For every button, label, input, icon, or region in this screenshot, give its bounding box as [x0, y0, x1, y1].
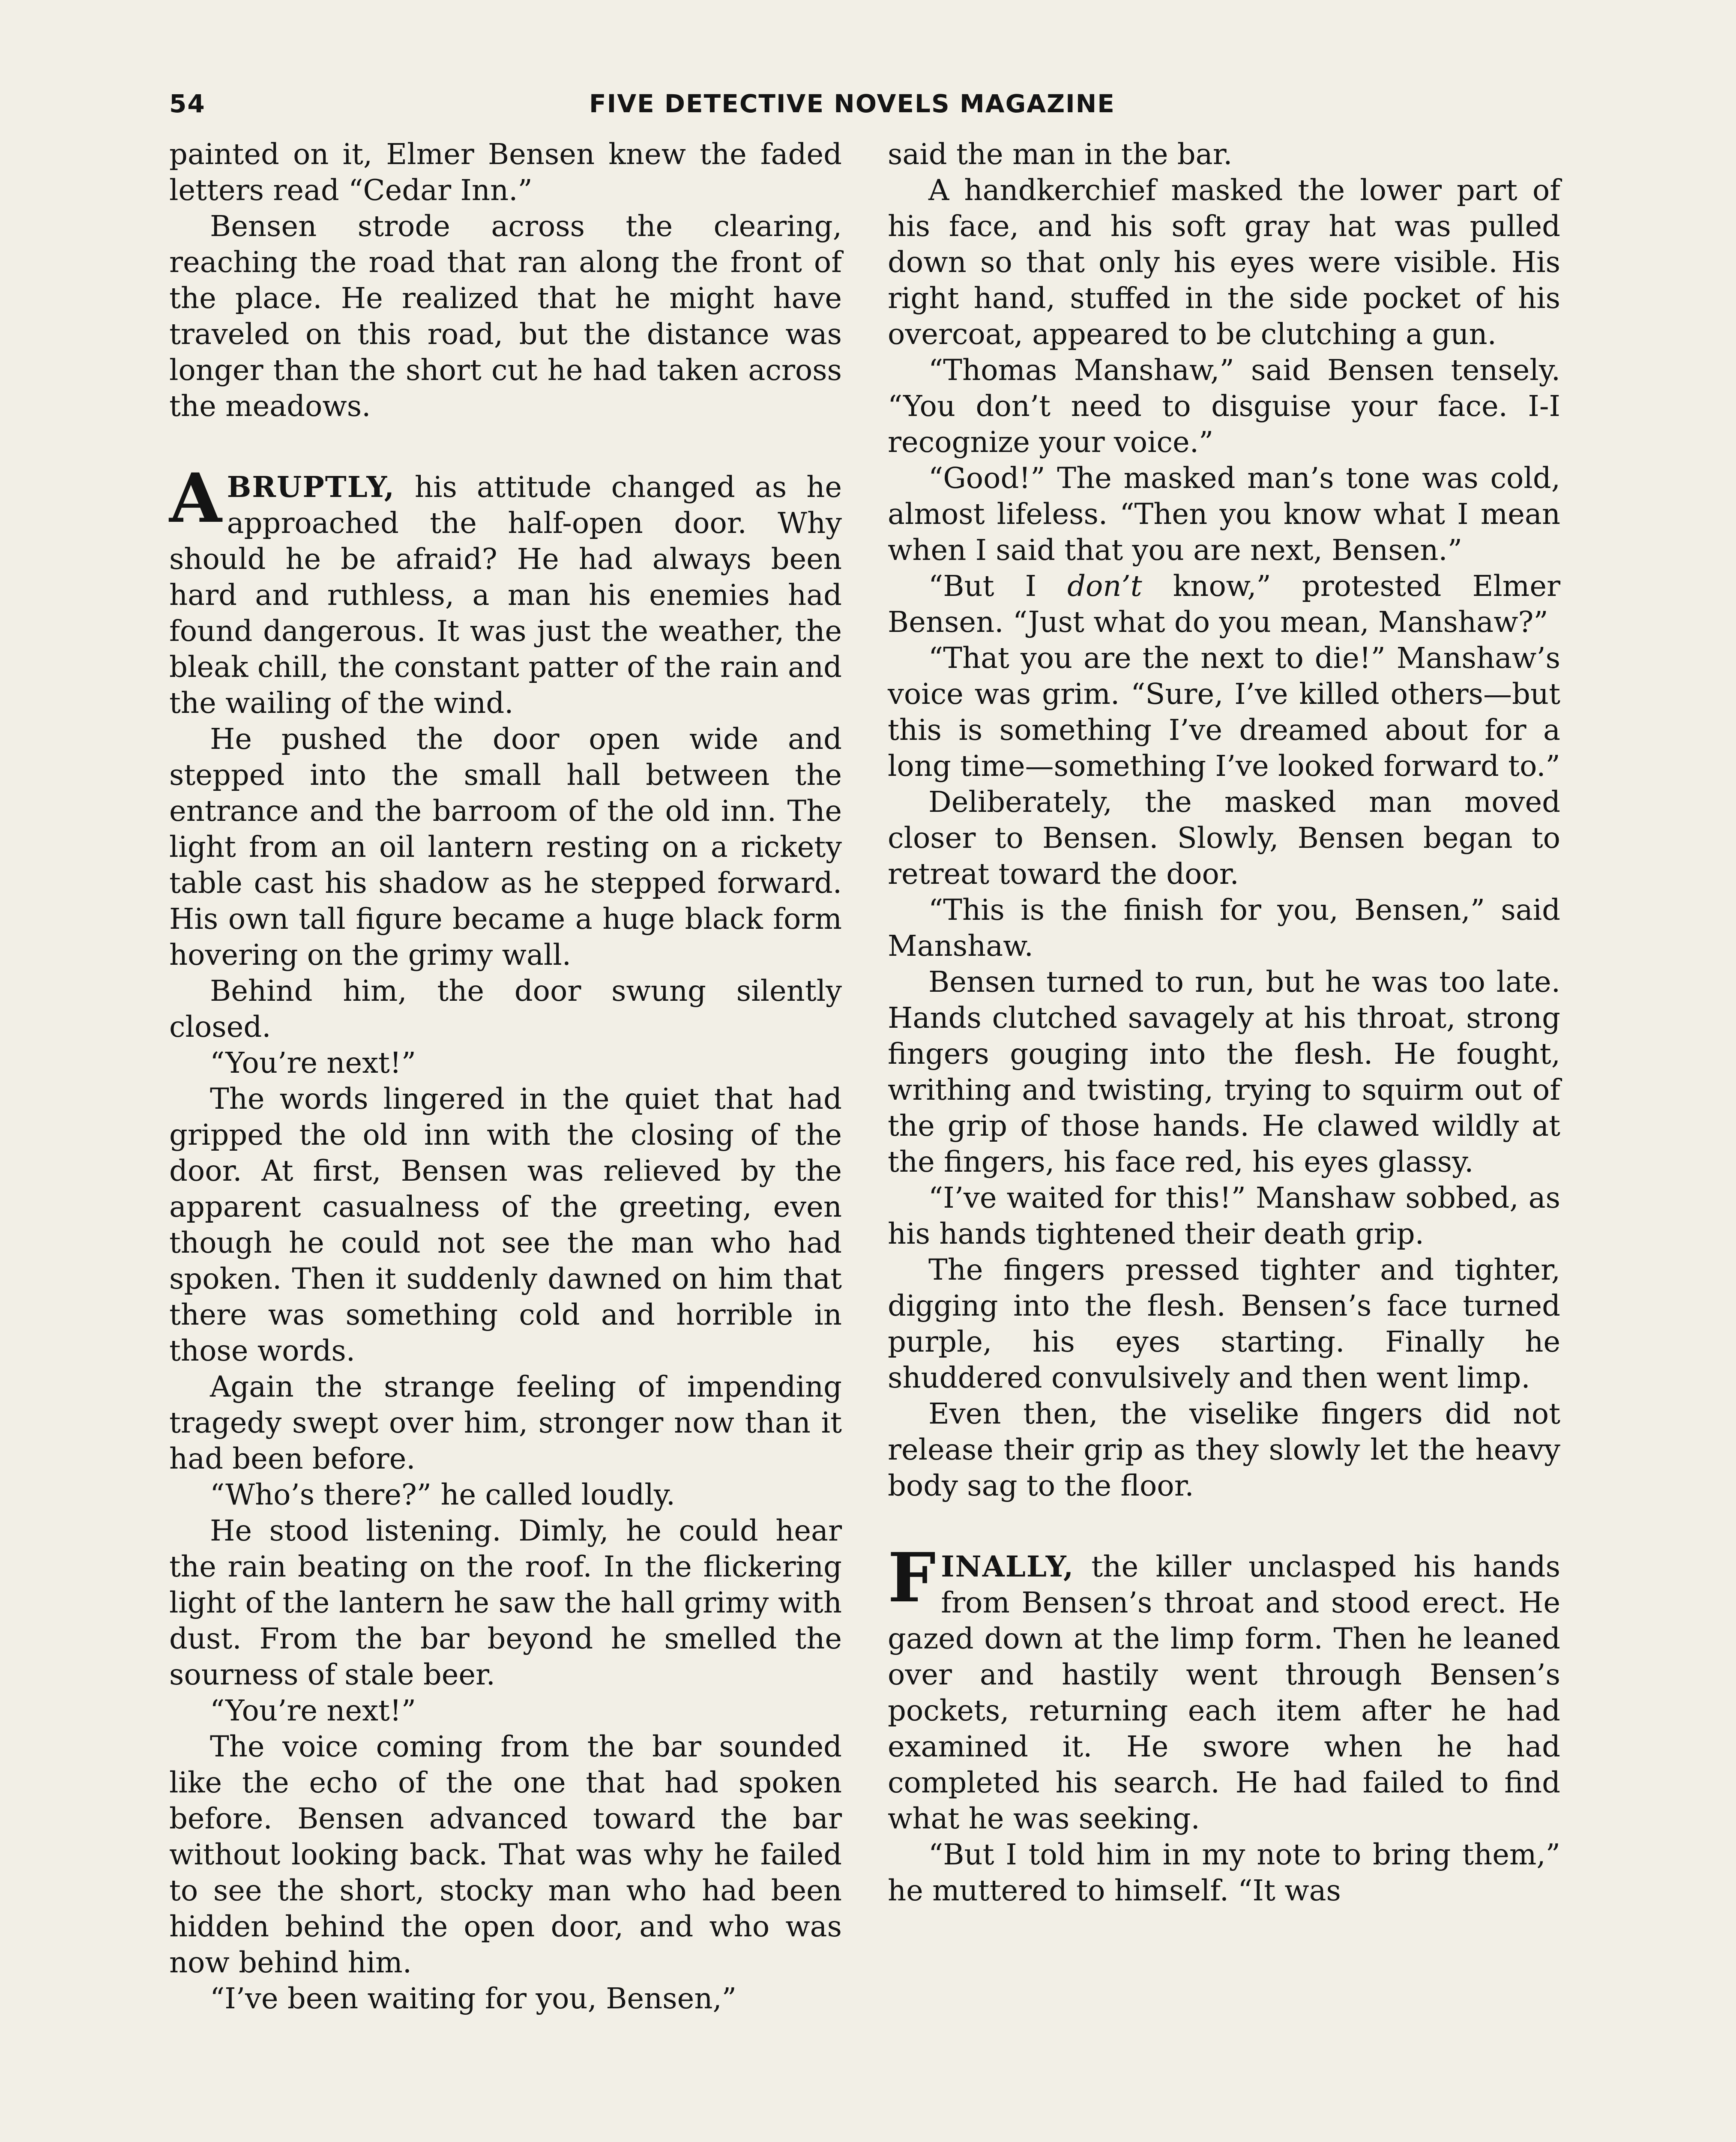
emphasis: don’t: [1067, 569, 1142, 603]
page-number: 54: [169, 89, 206, 118]
paragraph: “Thomas Manshaw,” said Bensen tensely. “You don’t need to disguise your face. I-I recognize your voice.”: [888, 353, 1560, 459]
paragraph-text: “But I: [928, 569, 1068, 603]
paragraph: “You’re next!”: [210, 1046, 416, 1080]
paragraph: [888, 568, 1560, 640]
paragraph: Behind him, the door swung silently closed.: [169, 974, 842, 1044]
drop-cap: F: [888, 1538, 936, 1618]
paragraph: He stood listening. Dimly, he could hear the rain beating on the roof. In the flickering light of the lantern he saw the hall grimy with dust. From the bar beyond he smelled the sourness of stale beer.: [169, 1514, 842, 1691]
paragraph: “I’ve waited for this!” Manshaw sobbed, as his hands tightened their death grip.: [888, 1181, 1560, 1250]
paragraph: Even then, the viselike fingers did not release their grip as they slowly let the heavy body sag to the floor.: [888, 1397, 1560, 1502]
paragraph: “You’re next!”: [210, 1694, 416, 1727]
running-title: FIVE DETECTIVE NOVELS MAGAZINE: [589, 89, 1115, 118]
paragraph: painted on it, Elmer Bensen knew the faded letters read “Cedar Inn.”: [169, 138, 842, 207]
paragraph: Deliberately, the masked man moved closer to Bensen. Slowly, Bensen began to retreat toward the door.: [888, 785, 1560, 891]
right-column: [888, 136, 1560, 1909]
paragraph: “But I told him in my note to bring them,” he muttered to himself. “It was: [888, 1838, 1560, 1907]
paragraph: The words lingered in the quiet that had gripped the old inn with the closing of the door. At first, Bensen was relieved by the apparent casualness of the greeting, even though he could not see the man who had spoken. Then it suddenly dawned on him that there was something cold and horrible in those words.: [169, 1082, 842, 1367]
drop-cap: A: [169, 459, 222, 538]
paragraph: “That you are the next to die!” Manshaw’s voice was grim. “Sure, I’ve killed others—but this is something I’ve dreamed about for a long time—something I’ve looked forward to.”: [888, 641, 1560, 783]
paragraph-dropcap: [169, 459, 842, 721]
page-header: [169, 89, 1566, 128]
lead-word: INALLY,: [941, 1550, 1075, 1583]
paragraph-dropcap: [888, 1538, 1560, 1837]
paragraph: Bensen strode across the clearing, reaching the road that ran along the front of the place. He realized that he might have traveled on this road, but the distance was longer than the short cut he had taken across the meadows.: [169, 209, 842, 423]
paragraph: said the man in the bar.: [888, 138, 1233, 171]
paragraph-text: know,” protested Elmer Bensen. “Just what do you mean, Manshaw?”: [888, 569, 1561, 639]
paragraph: He pushed the door open wide and stepped into the small hall between the entrance and the barroom of the old inn. The light from an oil lantern resting on a rickety table cast his shadow as he stepped forward. His own tall figure became a huge black form hovering on the grimy wall.: [169, 722, 842, 972]
paragraph: “I’ve been waiting for you, Bensen,”: [210, 1982, 737, 2015]
paragraph: The fingers pressed tighter and tighter, digging into the flesh. Bensen’s face turned purple, his eyes starting. Finally he shuddered convulsively and then went limp.: [888, 1253, 1560, 1394]
paragraph: “Good!” The masked man’s tone was cold, almost lifeless. “Then you know what I mean when I said that you are next, Bensen.”: [888, 461, 1560, 567]
paragraph: A handkerchief masked the lower part of his face, and his soft gray hat was pulled down so that only his eyes were visible. His right hand, stuffed in the side pocket of his overcoat, appeared to be clutching a gun.: [888, 174, 1560, 351]
paragraph-text: his attitude changed as he approached the half-open door. Why should he be afraid? He had always been hard and ruthless, a man his enemies had found dangerous. It was just the weather, the bleak chill, the constant patter of the rain and the wailing of the wind.: [169, 470, 842, 720]
paragraph-text: the killer unclasped his hands from Bensen’s throat and stood erect. He gazed down at the limp form. Then he leaned over and hastily went through Bensen’s pockets, returning each item after he had examined it. He swore when he had completed his search. He had failed to find what he was seeking.: [888, 1550, 1560, 1835]
paragraph: “This is the finish for you, Bensen,” said Manshaw.: [888, 893, 1560, 963]
left-column: [169, 136, 842, 2016]
lead-word: BRUPTLY,: [227, 470, 395, 504]
paragraph: Bensen turned to run, but he was too late. Hands clutched savagely at his throat, strong fingers gouging into the flesh. He fought, writhing and twisting, trying to squirm out of the grip of those hands. He clawed wildly at the fingers, his face red, his eyes glassy.: [888, 965, 1560, 1179]
paragraph: Again the strange feeling of impending tragedy swept over him, stronger now than it had been before.: [169, 1370, 842, 1475]
paragraph: The voice coming from the bar sounded like the echo of the one that had spoken before. Bensen advanced toward the bar without looking back. That was why he failed to see the short, stocky man who had been hidden behind the open door, and who was now behind him.: [169, 1730, 842, 1979]
paragraph: “Who’s there?” he called loudly.: [210, 1478, 676, 1511]
